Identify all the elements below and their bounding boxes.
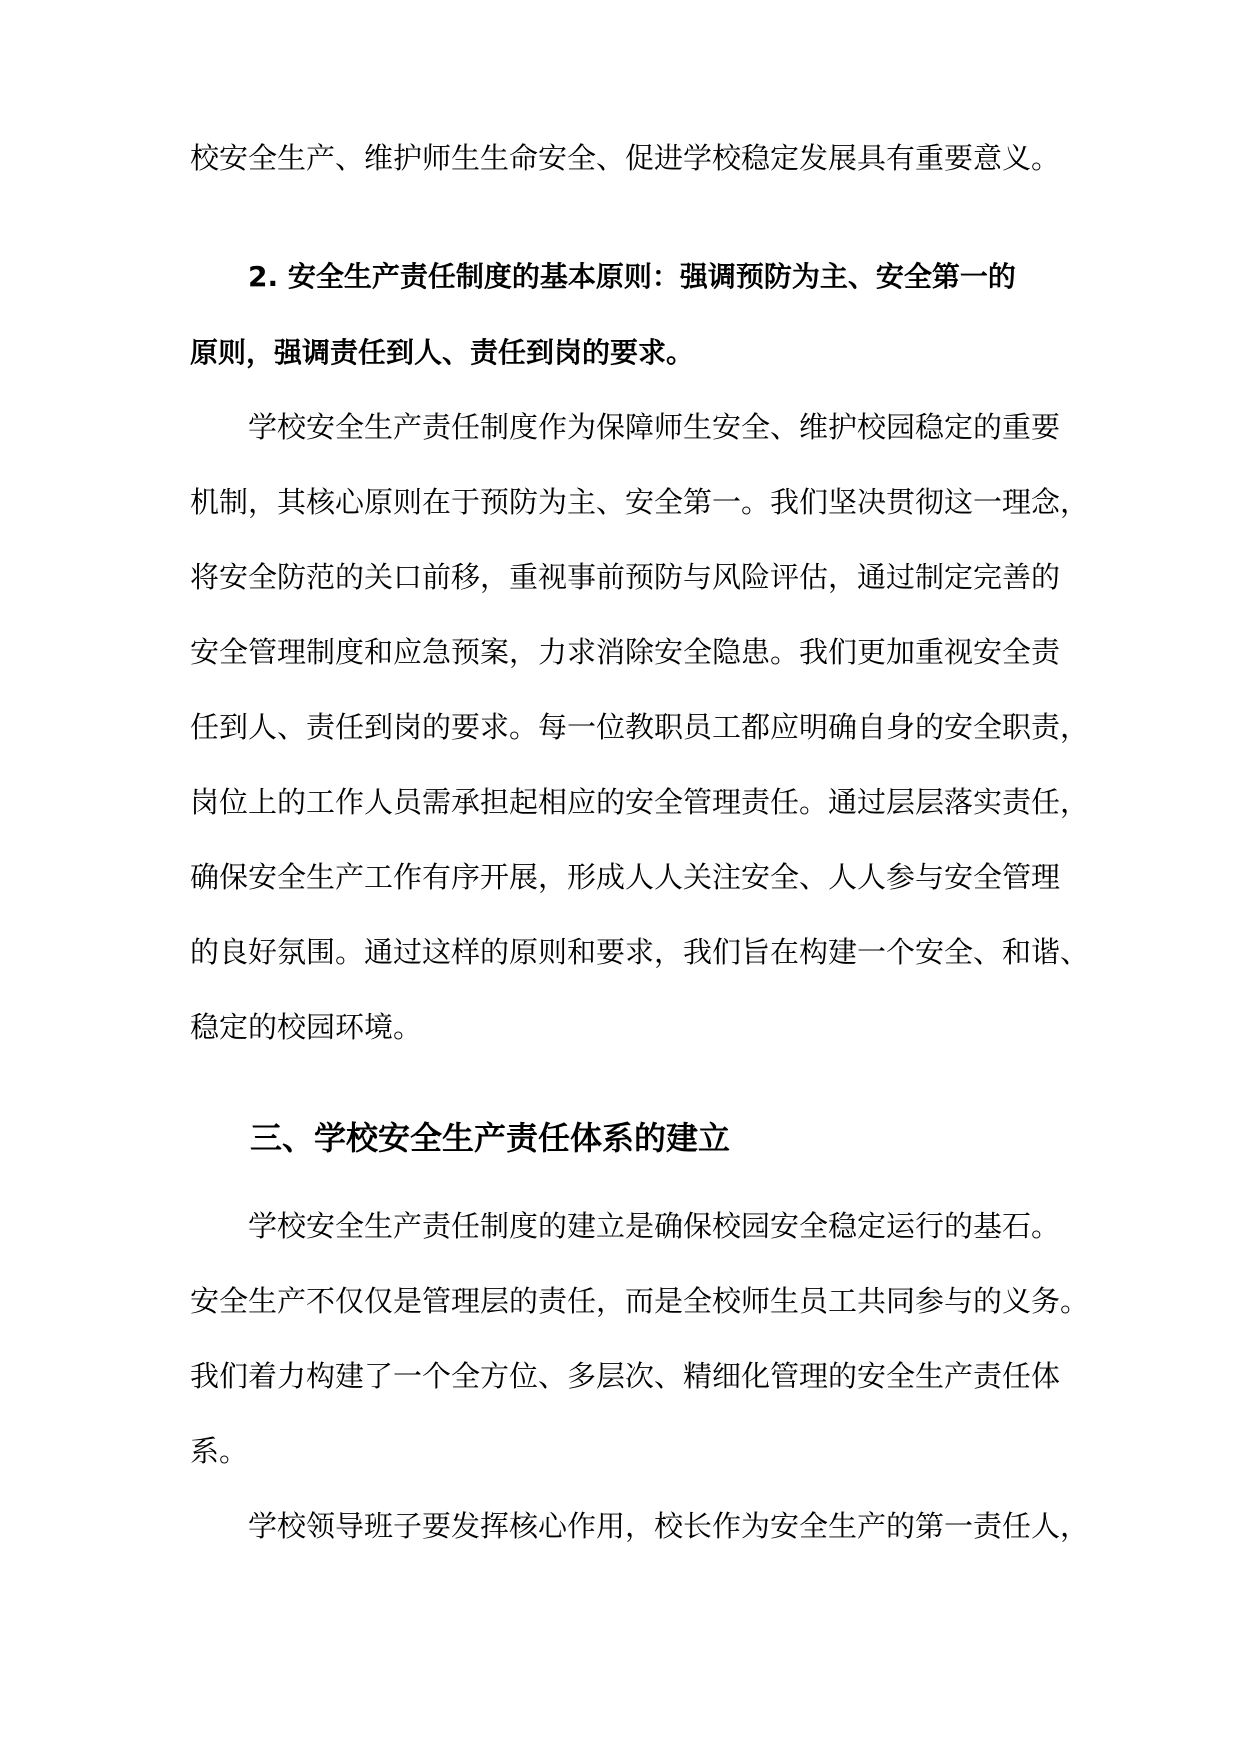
paragraph-principles-line-6: 岗位上的工作人员需承担起相应的安全管理责任。通过层层落实责任，	[190, 785, 1090, 819]
paragraph-principles-line-1: 学校安全生产责任制度作为保障师生安全、维护校园稳定的重要	[248, 410, 1061, 444]
paragraph-system-line-4: 系。	[190, 1434, 249, 1468]
paragraph-principles-line-2: 机制，其核心原则在于预防为主、安全第一。我们坚决贯彻这一理念，	[190, 485, 1090, 519]
paragraph-principles-line-9: 稳定的校园环境。	[190, 1010, 423, 1044]
paragraph-system-line-2: 安全生产不仅仅是管理层的责任，而是全校师生员工共同参与的义务。	[190, 1284, 1090, 1318]
paragraph-principles-line-4: 安全管理制度和应急预案，力求消除安全隐患。我们更加重视安全责	[190, 635, 1061, 669]
section-heading-3: 三、学校安全生产责任体系的建立	[250, 1119, 731, 1157]
paragraph-principles-line-3: 将安全防范的关口前移，重视事前预防与风险评估，通过制定完善的	[190, 560, 1061, 594]
paragraph-intro-tail-line-1: 校安全生产、维护师生生命安全、促进学校稳定发展具有重要意义。	[190, 141, 1061, 175]
paragraph-principles-line-5: 任到人、责任到岗的要求。每一位教职员工都应明确自身的安全职责，	[190, 710, 1090, 744]
paragraph-principles-line-8: 的良好氛围。通过这样的原则和要求，我们旨在构建一个安全、和谐、	[190, 935, 1090, 969]
paragraph-system-line-3: 我们着力构建了一个全方位、多层次、精细化管理的安全生产责任体	[190, 1359, 1061, 1393]
subheading-2-line-1: 2. 安全生产责任制度的基本原则：强调预防为主、安全第一的	[248, 260, 1016, 293]
paragraph-leadership-line-1: 学校领导班子要发挥核心作用，校长作为安全生产的第一责任人，	[248, 1509, 1090, 1543]
subheading-2-line-2: 原则，强调责任到人、责任到岗的要求。	[190, 336, 695, 369]
paragraph-principles-line-7: 确保安全生产工作有序开展，形成人人关注安全、人人参与安全管理	[190, 860, 1061, 894]
paragraph-system-line-1: 学校安全生产责任制度的建立是确保校园安全稳定运行的基石。	[248, 1209, 1061, 1243]
